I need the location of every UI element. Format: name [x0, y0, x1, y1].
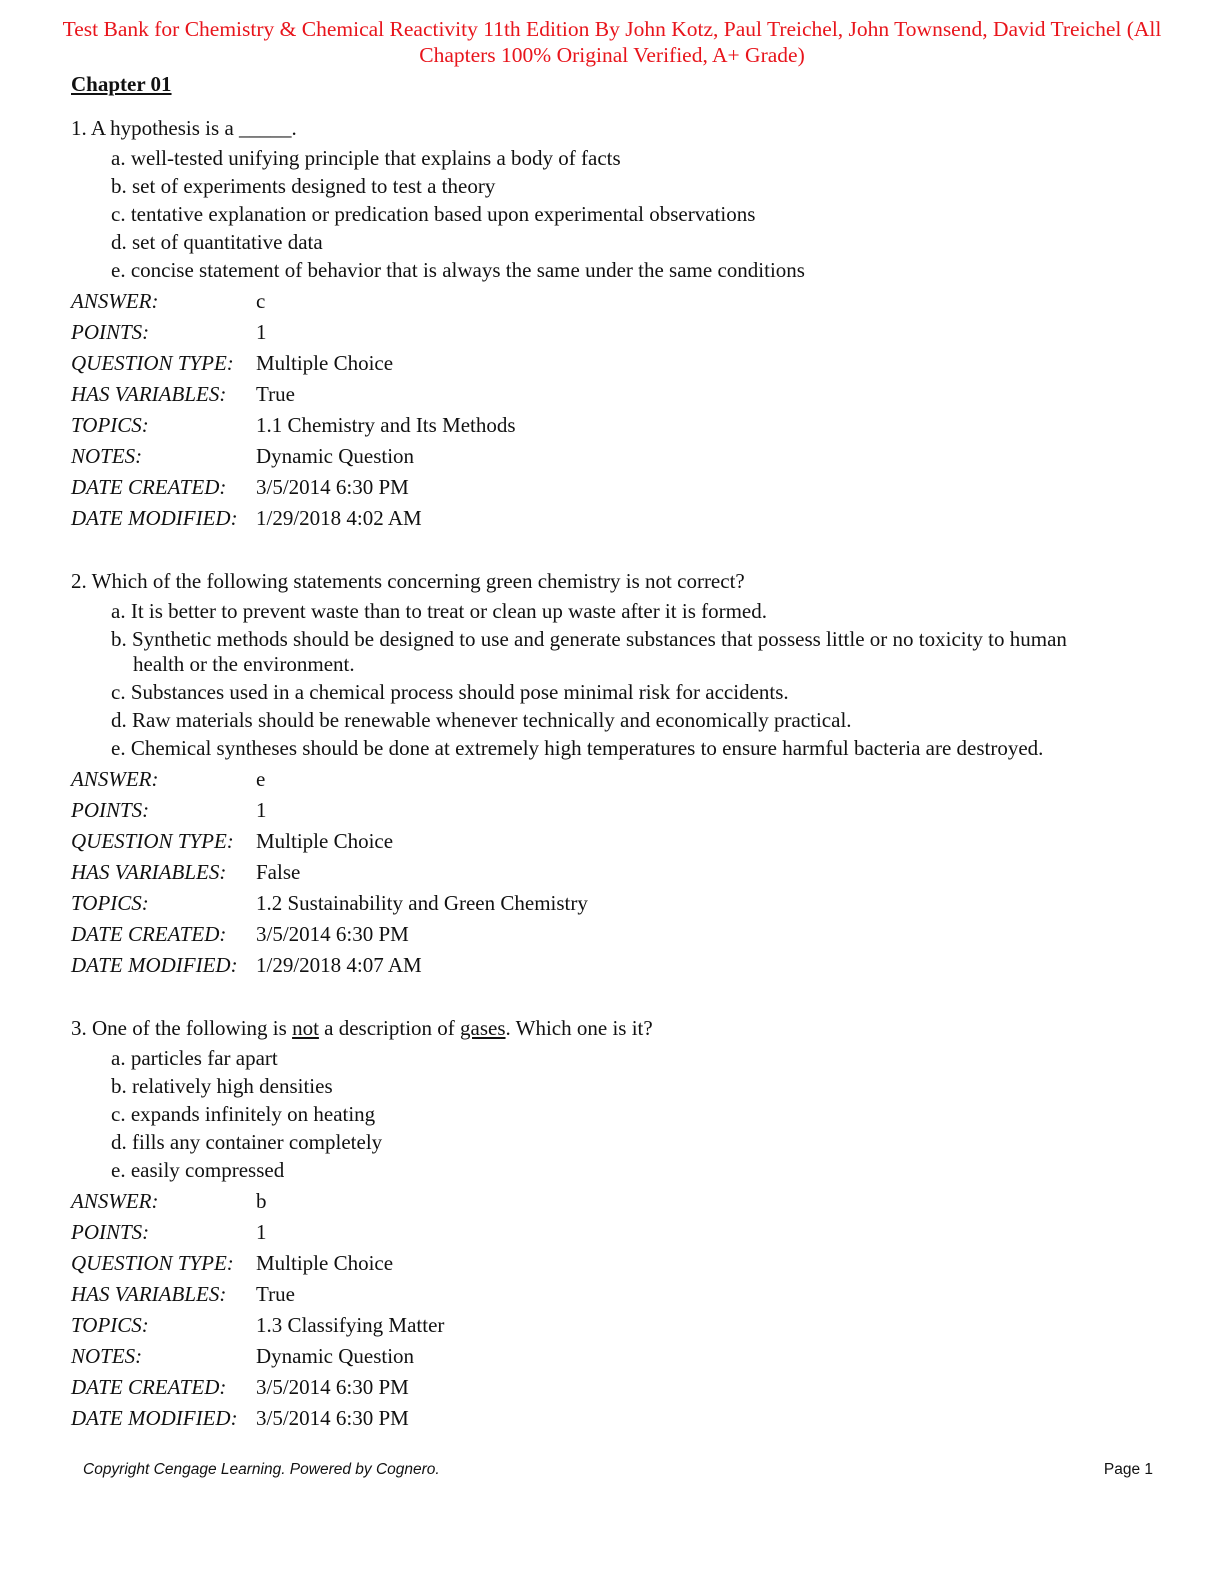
meta-points: POINTS: 1 — [71, 1220, 267, 1244]
question-2 — [71, 567, 1191, 981]
page-number: Page 1 — [1103, 1461, 1153, 1478]
meta-date-modified: DATE MODIFIED: 1/29/2018 4:07 AM — [71, 953, 422, 977]
meta-points: POINTS: 1 — [71, 320, 267, 344]
question-stem: 3. One of the following is not a description of gases. Which one is it? — [71, 1016, 653, 1040]
meta-notes: NOTES: Dynamic Question — [71, 444, 415, 468]
copyright-notice: Copyright Cengage Learning. Powered by Cognero. — [83, 1461, 440, 1478]
emphasis-not: not — [292, 1016, 319, 1040]
choice-d: d. Raw materials should be renewable whenever technically and economically practical. — [111, 708, 852, 732]
choice-e: e. Chemical syntheses should be done at extremely high temperatures to ensure harmful bacteria are destroyed. — [111, 736, 1044, 760]
choice-d: d. fills any container completely — [111, 1130, 383, 1154]
meta-answer: ANSWER: b — [71, 1189, 267, 1213]
choice-b: b. Synthetic methods should be designed to use and generate substances that possess little or no toxicity to human health or the environment. — [111, 627, 1067, 676]
meta-date-created: DATE CREATED: 3/5/2014 6:30 PM — [71, 1375, 409, 1399]
choice-c: c. expands infinitely on heating — [111, 1102, 376, 1126]
meta-date-modified: DATE MODIFIED: 3/5/2014 6:30 PM — [71, 1406, 409, 1430]
choice-a: a. It is better to prevent waste than to treat or clean up waste after it is formed. — [111, 599, 768, 623]
choice-c: c. Substances used in a chemical process should pose minimal risk for accidents. — [111, 680, 789, 704]
meta-answer: ANSWER: c — [71, 289, 266, 313]
choice-e: e. easily compressed — [111, 1158, 285, 1182]
choice-c: c. tentative explanation or predication based upon experimental observations — [111, 202, 756, 226]
choice-d: d. set of quantitative data — [111, 230, 323, 254]
meta-date-modified: DATE MODIFIED: 1/29/2018 4:02 AM — [71, 506, 422, 530]
meta-date-created: DATE CREATED: 3/5/2014 6:30 PM — [71, 475, 409, 499]
meta-has-variables: HAS VARIABLES: False — [71, 860, 301, 884]
choice-b: b. set of experiments designed to test a theory — [111, 174, 496, 198]
meta-question-type: QUESTION TYPE: Multiple Choice — [71, 829, 394, 853]
meta-notes: NOTES: Dynamic Question — [71, 1344, 415, 1368]
meta-has-variables: HAS VARIABLES: True — [71, 382, 295, 406]
choice-b: b. relatively high densities — [111, 1074, 333, 1098]
meta-answer: ANSWER: e — [71, 767, 266, 791]
meta-points: POINTS: 1 — [71, 798, 267, 822]
chapter-heading: Chapter 01 — [71, 72, 172, 96]
choice-a: a. well-tested unifying principle that explains a body of facts — [111, 146, 621, 170]
meta-topics: TOPICS: 1.3 Classifying Matter — [71, 1313, 445, 1337]
meta-question-type: QUESTION TYPE: Multiple Choice — [71, 351, 394, 375]
meta-topics: TOPICS: 1.2 Sustainability and Green Chemistry — [71, 891, 588, 915]
question-3 — [71, 1014, 1191, 1434]
meta-question-type: QUESTION TYPE: Multiple Choice — [71, 1251, 394, 1275]
meta-has-variables: HAS VARIABLES: True — [71, 1282, 295, 1306]
emphasis-gases: gases — [460, 1016, 506, 1040]
page-footer — [83, 1461, 1153, 1479]
choice-e: e. concise statement of behavior that is always the same under the same conditions — [111, 258, 805, 282]
choice-a: a. particles far apart — [111, 1046, 278, 1070]
question-stem: 1. A hypothesis is a _____. — [71, 116, 297, 140]
test-bank-banner: Test Bank for Chemistry & Chemical Reactivity 11th Edition By John Kotz, Paul Treichel, John Townsend, David Treichel (All Chapters 100% Original Verified, A+ Grade) — [62, 17, 1162, 67]
question-stem: 2. Which of the following statements concerning green chemistry is not correct? — [71, 569, 745, 593]
meta-topics: TOPICS: 1.1 Chemistry and Its Methods — [71, 413, 516, 437]
meta-date-created: DATE CREATED: 3/5/2014 6:30 PM — [71, 922, 409, 946]
question-1 — [71, 114, 1191, 534]
